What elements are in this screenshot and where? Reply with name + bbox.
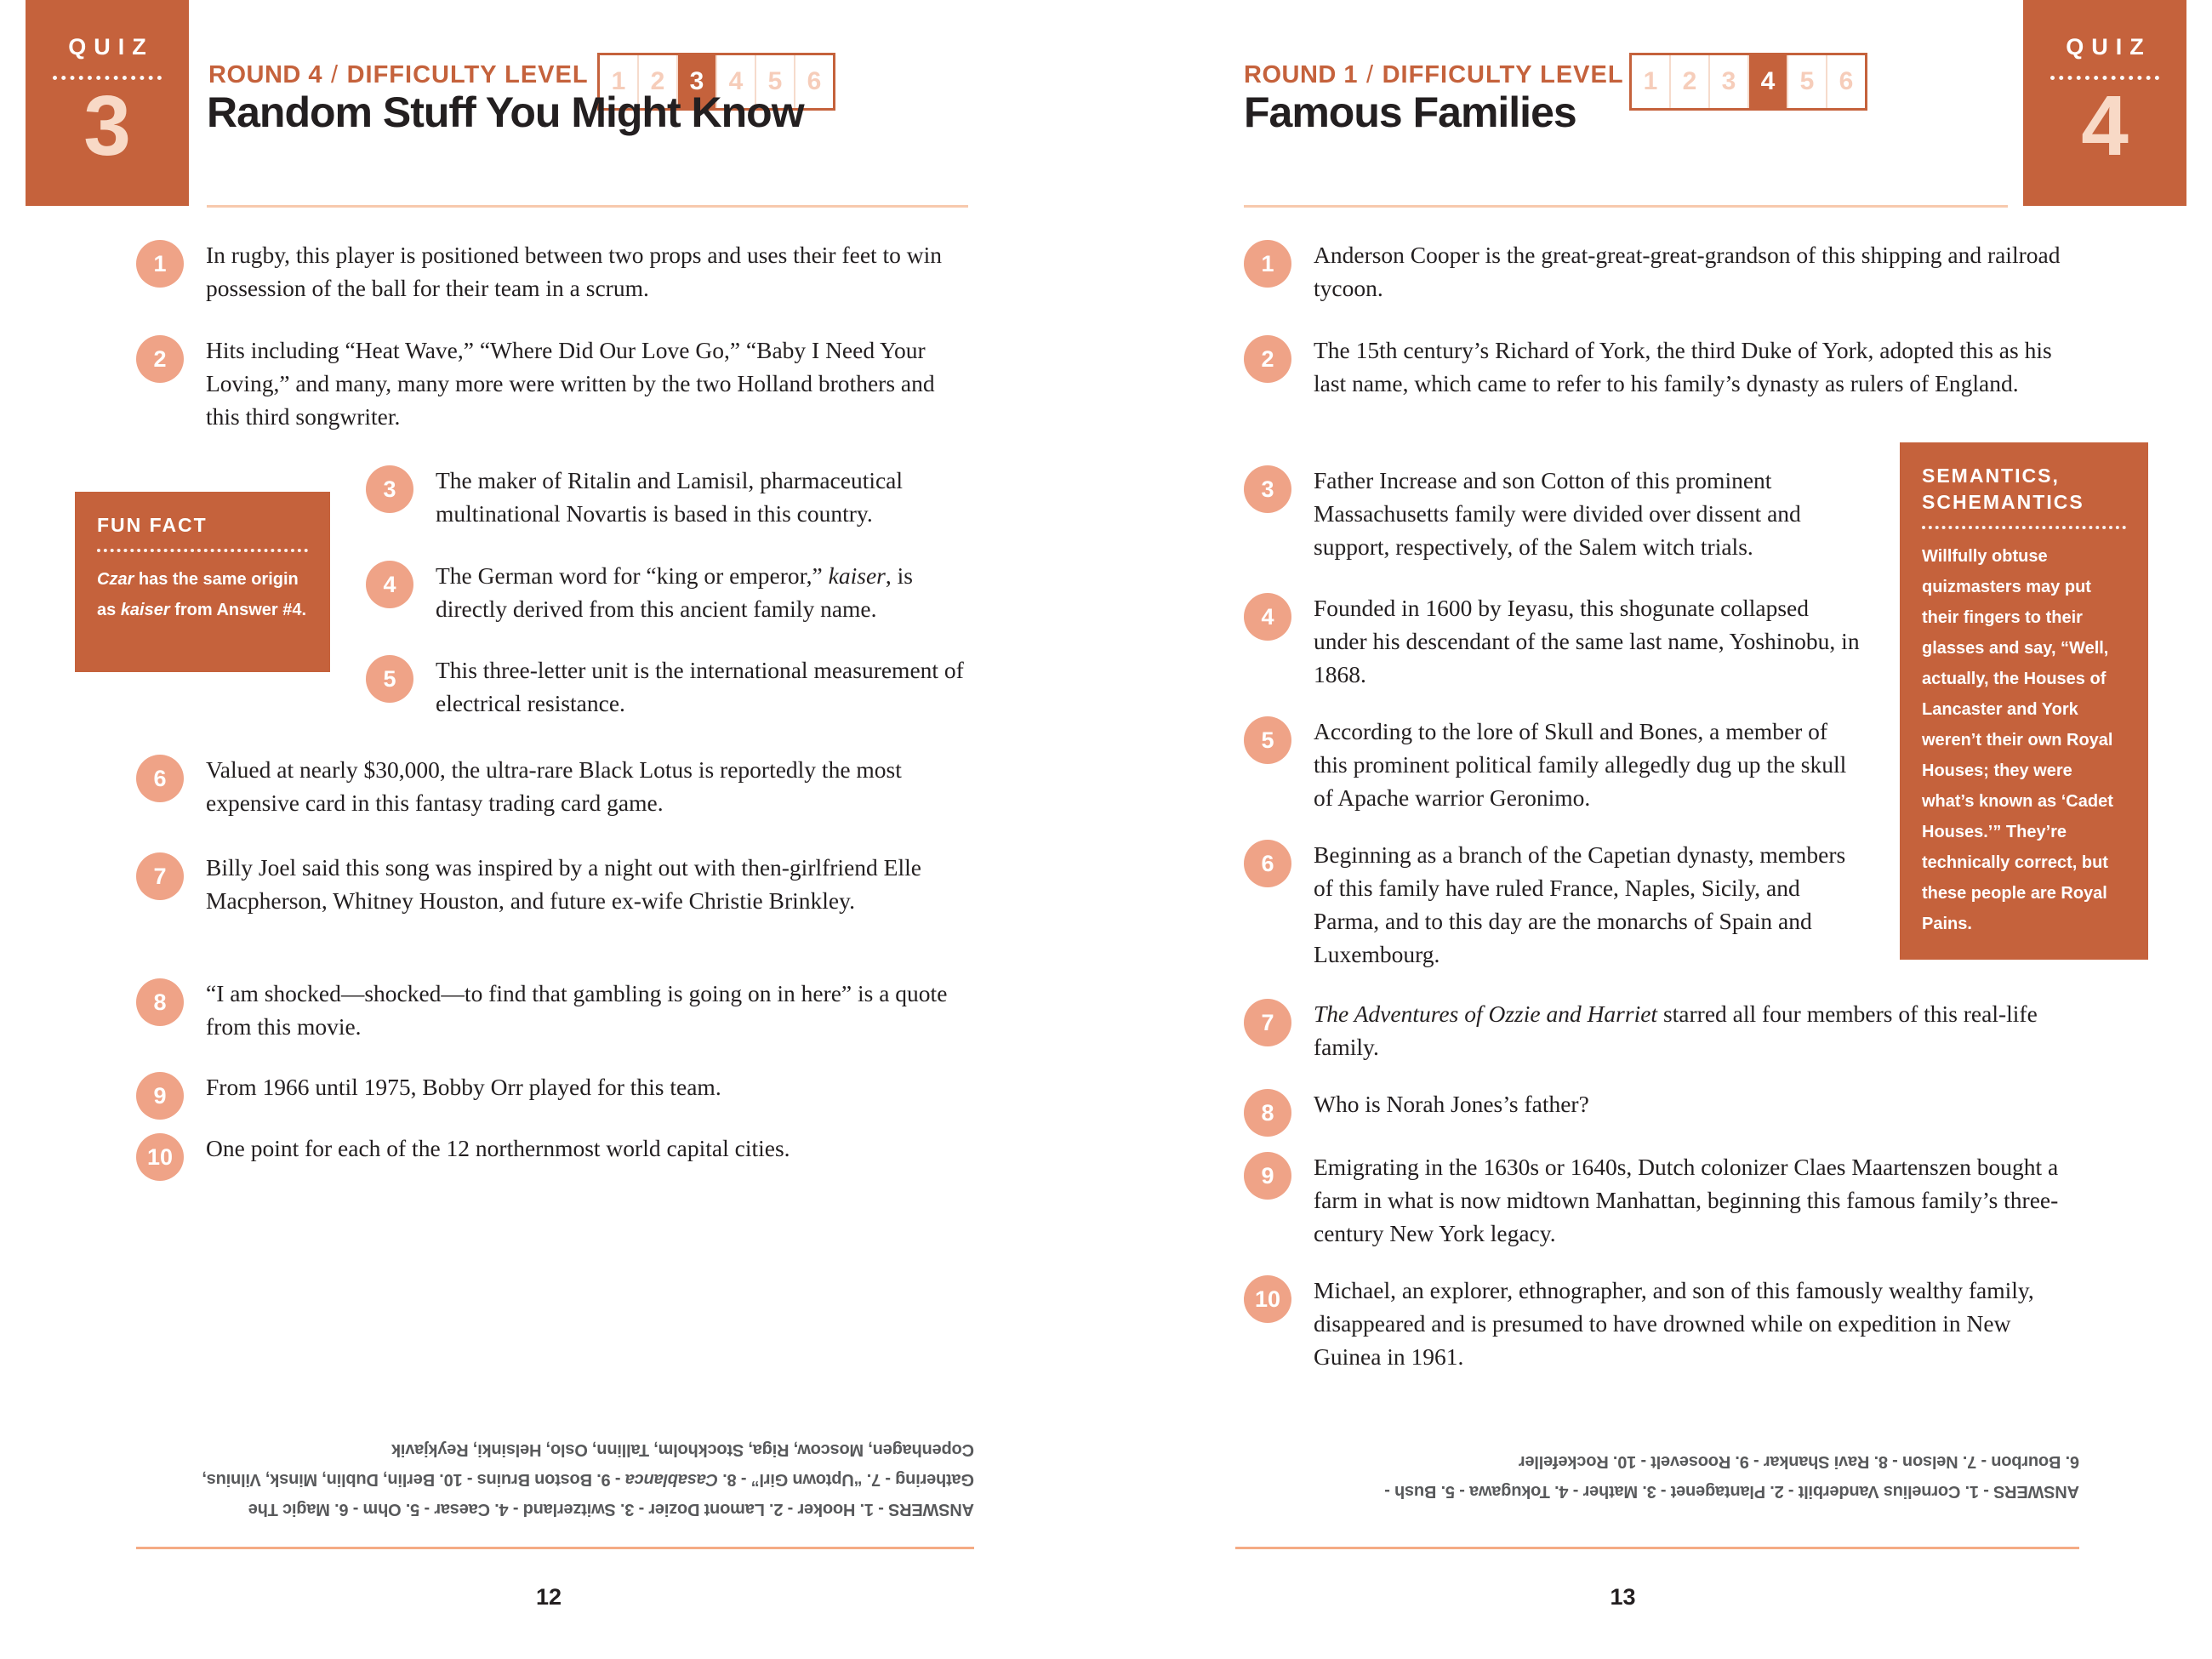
question-text: Anderson Cooper is the great-great-great-grandson of this shipping and railroad tycoon.	[1314, 242, 2061, 301]
question-text: Billy Joel said this song was inspired by a night out with then-girlfriend Elle Macpherson, Whitney Houston, and future ex-wife Christie Brinkley.	[206, 854, 921, 914]
fun-fact-title: FUN FACT	[97, 514, 208, 536]
title-rule	[1244, 205, 2008, 208]
difficulty-cell: 3	[1710, 55, 1749, 108]
question-text: From 1966 until 1975, Bobby Orr played for this team.	[206, 1074, 721, 1100]
question-row	[1244, 464, 1862, 563]
question-number: 6	[136, 755, 184, 802]
question-number: 5	[1244, 716, 1291, 764]
header-slash: /	[1366, 61, 1374, 88]
round-label: ROUND 1	[1244, 61, 1359, 88]
question-row	[1244, 1274, 2075, 1373]
quiz-tab-number: 3	[83, 78, 131, 174]
question-row	[136, 334, 967, 433]
sidebar-title-line: SCHEMANTICS	[1922, 491, 2084, 513]
sidebar-box	[1900, 442, 2148, 960]
question-text: Father Increase and son Cotton of this prominent Massachusetts family were divided over dissent and support, respectively, of the Salem witch trials.	[1314, 467, 1801, 560]
answers-rule	[136, 1547, 974, 1549]
page-title: Random Stuff You Might Know	[207, 88, 804, 136]
question-row	[136, 851, 967, 917]
question-number: 5	[366, 655, 413, 703]
question-text: One point for each of the 12 northernmost world capital cities.	[206, 1135, 790, 1161]
difficulty-cell: 1	[600, 55, 639, 108]
difficulty-cell: 5	[756, 55, 795, 108]
answer-line: Gathering - 7. “Uptown Girl” - 8. Casablanca - 9. Boston Bruins - 10. Berlin, Dublin, Minsk, Vilnius,	[202, 1470, 974, 1489]
question-number: 2	[136, 335, 184, 383]
question-row	[136, 1132, 967, 1181]
question-number: 8	[136, 978, 184, 1026]
question-number: 10	[136, 1133, 184, 1181]
answer-line: ANSWERS - 1. Cornelius Vanderbilt - 2. Plantagenet - 3. Mather - 4. Tokugawa - 5. Bush -	[1384, 1482, 2079, 1501]
title-rule	[207, 205, 968, 208]
page-number: 13	[1610, 1584, 1636, 1610]
page-number: 12	[535, 1584, 562, 1610]
question-row	[366, 653, 976, 720]
question-text: Michael, an explorer, ethnographer, and son of this famously wealthy family, disappeared and is presumed to have drowned while on expedition in New Guinea in 1961.	[1314, 1277, 2034, 1370]
difficulty-label: DIFFICULTY LEVEL	[1382, 61, 1624, 88]
question-text: The 15th century’s Richard of York, the third Duke of York, adopted this as his last name, which came to refer to his family’s dynasty as rulers of England.	[1314, 337, 2052, 396]
fun-fact-box	[75, 492, 330, 672]
question-number: 1	[136, 240, 184, 288]
round-difficulty-header	[1244, 61, 1624, 89]
question-number: 7	[136, 852, 184, 900]
difficulty-cell: 6	[1839, 67, 1854, 95]
difficulty-cell: 5	[1788, 55, 1827, 108]
question-row	[136, 238, 967, 305]
round-label: ROUND 4	[208, 61, 323, 88]
question-text: The German word for “king or emperor,” kaiser, is directly derived from this ancient family name.	[436, 562, 913, 622]
question-text: “I am shocked—shocked—to find that gambling is going on in here” is a quote from this movie.	[206, 980, 948, 1040]
question-number: 9	[1244, 1152, 1291, 1200]
question-number: 4	[1244, 593, 1291, 641]
question-text: Who is Norah Jones’s father?	[1314, 1091, 1589, 1117]
question-row	[1244, 1087, 2075, 1137]
difficulty-cell: 6	[807, 67, 822, 95]
dotted-divider	[97, 549, 308, 552]
question-text: The maker of Ritalin and Lamisil, pharmaceutical multinational Novartis is based in this country.	[436, 467, 904, 527]
difficulty-cell: 2	[639, 55, 678, 108]
question-row	[1244, 591, 1862, 691]
difficulty-label: DIFFICULTY LEVEL	[346, 61, 589, 88]
question-row	[136, 753, 967, 819]
question-row	[136, 1070, 967, 1120]
question-row	[366, 559, 976, 625]
round-difficulty-header	[208, 61, 589, 89]
question-text: The Adventures of Ozzie and Harriet starred all four members of this real-life family.	[1314, 1001, 2038, 1060]
question-number: 4	[366, 561, 413, 608]
sidebar-title	[1922, 463, 2126, 516]
difficulty-cell: 3	[678, 55, 717, 108]
question-row	[1244, 334, 2075, 400]
answer-line: 6. Bourbon - 7. Nelson - 8. Ravi Shankar - 9. Roosevelt - 10. Rockefeller	[1519, 1452, 2079, 1471]
sidebar-title-line: SEMANTICS,	[1922, 465, 2060, 487]
question-number: 6	[1244, 840, 1291, 887]
quiz-tab-label: QUIZ	[68, 34, 154, 60]
answer-line: Copenhagen, Moscow, Riga, Stockholm, Tallinn, Oslo, Helsinki, Reykjavik	[391, 1440, 974, 1459]
question-number: 9	[136, 1072, 184, 1120]
question-text: Hits including “Heat Wave,” “Where Did Our Love Go,” “Baby I Need Your Loving,” and many, many more were written by the two Holland brothers and this third songwriter.	[206, 337, 935, 430]
question-row	[136, 977, 967, 1043]
question-number: 3	[366, 465, 413, 513]
question-text: In rugby, this player is positioned between two props and uses their feet to win possession of the ball for their team in a scrum.	[206, 242, 943, 301]
difficulty-cell: 4	[1749, 55, 1788, 108]
fun-fact-text: Czar has the same origin as kaiser from Answer #4.	[97, 570, 307, 619]
difficulty-cell: 1	[1632, 55, 1671, 108]
dotted-divider	[1922, 526, 2126, 529]
header-slash: /	[331, 61, 339, 88]
answers-upside-down	[123, 1434, 974, 1524]
answers-upside-down	[1235, 1446, 2079, 1506]
question-number: 3	[1244, 465, 1291, 513]
question-number: 10	[1244, 1275, 1291, 1323]
question-row	[366, 464, 976, 530]
question-row	[1244, 715, 1862, 814]
difficulty-cell: 4	[717, 55, 756, 108]
answers-rule	[1235, 1547, 2079, 1549]
question-row	[1244, 997, 2075, 1063]
quiz-tab	[26, 0, 189, 206]
quiz-tab	[2023, 0, 2186, 206]
question-row	[1244, 238, 2075, 305]
question-row	[1244, 1150, 2075, 1250]
question-number: 7	[1244, 999, 1291, 1046]
question-text: Beginning as a branch of the Capetian dynasty, members of this family have ruled France, Naples, Sicily, and Parma, and to this day are the monarchs of Spain and Luxembourg.	[1314, 841, 1846, 967]
question-text: This three-letter unit is the international measurement of electrical resistance.	[436, 657, 964, 716]
question-text: Emigrating in the 1630s or 1640s, Dutch colonizer Claes Maartenszen bought a farm in what is now midtown Manhattan, beginning this famous family’s three-century New York legacy.	[1314, 1154, 2059, 1246]
question-number: 8	[1244, 1089, 1291, 1137]
question-number: 2	[1244, 335, 1291, 383]
question-text: Valued at nearly $30,000, the ultra-rare Black Lotus is reportedly the most expensive card in this fantasy trading card game.	[206, 756, 902, 816]
difficulty-meter	[1629, 53, 1867, 111]
quiz-tab-number: 4	[2081, 78, 2129, 174]
question-text: Founded in 1600 by Ieyasu, this shogunate collapsed under his descendant of the same last name, Yoshinobu, in 1868.	[1314, 595, 1860, 687]
page-title: Famous Families	[1244, 88, 1576, 136]
answer-line: ANSWERS - 1. Hooker - 2. Lamont Dozier - 3. Switzerland - 4. Caesar - 5. Ohm - 6. Magic The	[248, 1500, 974, 1519]
question-row	[1244, 838, 1862, 971]
sidebar-text: Willfully obtuse quizmasters may put their fingers to their glasses and say, “Well, actually, the Houses of Lancaster and York weren’t their own Royal Houses; they were what’s known as ‘Cadet Houses.’” They’re technically correct, but these people are Royal Pains.	[1922, 547, 2113, 933]
question-number: 1	[1244, 240, 1291, 288]
quiz-tab-label: QUIZ	[2066, 34, 2152, 60]
question-text: According to the lore of Skull and Bones, a member of this prominent political family allegedly dug up the skull of Apache warrior Geronimo.	[1314, 718, 1847, 811]
difficulty-cell: 2	[1671, 55, 1710, 108]
